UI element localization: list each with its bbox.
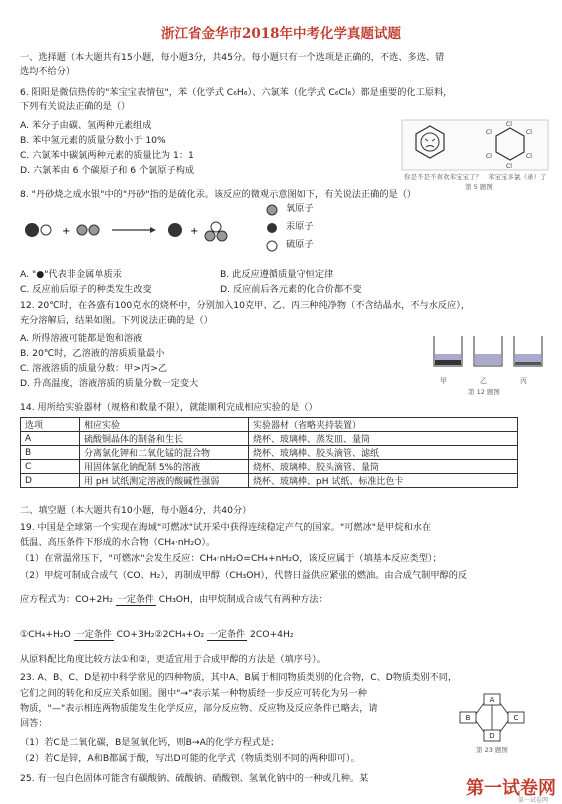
table-row xyxy=(21,460,518,474)
q8-option-c: C. 反应前后原子的种类发生改变 xyxy=(20,284,152,295)
q6-option-d: D. 六氯苯由 6 个碳原子和 6 个氯原子构成 xyxy=(20,165,195,176)
table-row xyxy=(21,446,518,460)
watermark-logo: 第一试卷网 xyxy=(466,778,556,799)
q23-line4: 回答： xyxy=(20,718,48,729)
table-cell: 用固体氯化钠配制 5%的溶液 xyxy=(80,460,249,474)
q19-line1: 19. 中国是全球第一个实现在海域"可燃冰"试开采中获得连续稳定产气的国家。"可燃冰"是甲烷和水在 xyxy=(20,522,432,533)
q12-beakers-figure xyxy=(428,332,548,372)
table-cell: B xyxy=(21,446,80,460)
table-cell: 烧杯、玻璃棒、pH 试纸、标准比色卡 xyxy=(249,474,518,488)
table-cell: 硫酸铜晶体的制备和生长 xyxy=(80,432,249,446)
eq-part2: CO+3H₂②2CH₄+O₂ xyxy=(116,629,205,640)
svg-text:Cl: Cl xyxy=(526,153,532,160)
q12-option-c: C. 溶液溶质的质量分数：甲>丙>乙 xyxy=(20,363,168,374)
section1-header: 一、选择题（本大题共有15小题，每小题3分，共45分。每小题只有一个选项是正确的，不选、多选、错 xyxy=(20,52,445,63)
section1-header-cont: 选均不给分） xyxy=(20,66,76,77)
table-cell: A xyxy=(21,432,80,446)
q19-equation-methanol xyxy=(20,594,328,606)
q12-stem: 12. 20℃时，在各盛有100克水的烧杯中，分别加入10克甲、乙、丙三种纯净物（不含结晶水，不与水反应）， xyxy=(20,300,471,311)
condition-label: 一定条件 xyxy=(209,630,246,640)
q23-line6: （2）若C是锌，A和B都属于酸，写出D可能的化学式（物质类别不同的两种即可）。 xyxy=(20,753,360,764)
page-title: 浙江省金华市2018年中考化学真题试题 xyxy=(160,26,402,42)
q19-line4: （2）甲烷可制成合成气（CO、H₂），再制成甲醇（CH₃OH），代替日益供应紧张的燃油。由合成气制甲醇的反 xyxy=(20,570,468,581)
q23-fig-label: 第 23 题图 xyxy=(476,746,508,754)
q23-line3: 物质，"—"表示相连两物质能发生化学反应，部分反应物、反应物及反应条件已略去，请 xyxy=(20,703,378,714)
q14-table xyxy=(20,417,518,488)
svg-text:Cl: Cl xyxy=(526,129,532,136)
q23-line5: （1）若C是二氧化碳，B是氢氧化钙，则B→A的化学方程式是； xyxy=(20,737,280,748)
q8-option-b: B. 此反应遵循质量守恒定律 xyxy=(220,269,334,280)
table-cell: 烧杯、玻璃棒、胶头滴管、量筒 xyxy=(249,460,518,474)
q6-option-a: A. 苯分子由碳、氢两种元素组成 xyxy=(20,120,152,131)
q12-beaker-label-jia: 甲 xyxy=(440,377,447,385)
q19-line7: 从原料配比角度比较方法①和②，更适宜用于合成甲醇的方法是（填序号）。 xyxy=(20,654,326,665)
q8-option-d: D. 反应前后各元素的化合价都不变 xyxy=(220,284,362,295)
q6-fig-caption-left: 你是不是不喜欢苯宝宝了？ xyxy=(404,173,482,181)
eq-part3: 2CO+4H₂ xyxy=(249,629,294,640)
svg-text:+: + xyxy=(62,226,71,237)
svg-text:Cl: Cl xyxy=(486,129,492,136)
eq-part1: ①CH₄+H₂O xyxy=(20,629,71,640)
table-cell: 烧杯、玻璃棒、胶头滴管、滤纸 xyxy=(249,446,518,460)
q12-option-d: D. 升高温度，溶液溶质的质量分数一定变大 xyxy=(20,378,199,389)
q23-relation-diagram xyxy=(458,692,528,744)
table-cell: 烧杯、玻璃棒、蒸发皿、量筒 xyxy=(249,432,518,446)
q8-legend-mercury: 汞原子 xyxy=(286,221,314,232)
q23-line1: 23. A、B、C、D是初中科学常见的四种物质，其中A、B属于相同物质类别的化合物，C、D物质类别不同， xyxy=(20,672,458,683)
q14-stem: 14. 用所给实验器材（规格和数量不限），就能顺利完成相应实验的是（） xyxy=(20,402,318,413)
section2-header: 二、填空题（本大题共有10小题，每小题4分，共40分） xyxy=(20,505,252,516)
svg-text:Cl: Cl xyxy=(506,163,512,170)
q8-reaction-diagram xyxy=(20,205,380,255)
table-cell: D xyxy=(21,474,80,488)
condition-arrow xyxy=(74,630,114,641)
q12-beaker-label-yi: 乙 xyxy=(480,377,487,385)
q8-option-a: A. "●"代表非金属单质汞 xyxy=(20,269,122,280)
table-cell: 用 pH 试纸测定溶液的酸碱性强弱 xyxy=(80,474,249,488)
q12-stem-cont: 充分溶解后，结果如图。下列说法正确的是（） xyxy=(20,315,213,326)
q6-figure xyxy=(400,118,550,180)
condition-arrow xyxy=(116,595,156,606)
q23-node-b: B xyxy=(465,714,471,722)
q6-option-b: B. 苯中氢元素的质量分数小于 10% xyxy=(20,135,166,146)
q12-option-b: B. 20℃时，乙溶液的溶质质量最小 xyxy=(20,348,165,359)
svg-text:Cl: Cl xyxy=(486,153,492,160)
condition-arrow xyxy=(207,630,247,641)
q25-line1: 25. 有一包白色固体可能含有碳酸钠、硫酸钠、硝酸钡、氢氧化钠中的一种或几种。某 xyxy=(20,773,369,784)
svg-text:+: + xyxy=(190,226,199,237)
table-header: 实验器材（省略夹持装置） xyxy=(249,418,518,432)
watermark-sub: 第一试卷网 xyxy=(517,797,548,804)
q8-legend-oxygen: 氧原子 xyxy=(286,203,314,214)
eq-left: 应方程式为：CO+2H₂ xyxy=(20,594,113,605)
table-header-row xyxy=(21,418,518,432)
q8-legend-markers xyxy=(262,202,282,254)
q12-beaker-label-bing: 丙 xyxy=(520,377,527,385)
q6-option-c: C. 六氯苯中碳氯两种元素的质量比为 1：1 xyxy=(20,150,194,161)
q6-stem: 6. 阳阳是微信热传的"苯宝宝表情包"，苯（化学式 C₆H₆）、六氯苯（化学式 C₆Cl₆）都是重要的化工原料， xyxy=(20,87,453,98)
q8-stem: 8. "丹砂烧之成水银"中的"丹砂"指的是硫化汞。该反应的微观示意图如下，有关说法正确的是（） xyxy=(20,189,417,200)
table-cell: C xyxy=(21,460,80,474)
svg-text:Cl: Cl xyxy=(506,121,512,128)
table-header: 选项 xyxy=(21,418,80,432)
table-row xyxy=(21,432,518,446)
condition-label: 一定条件 xyxy=(117,595,154,605)
table-header: 相应实验 xyxy=(80,418,249,432)
q23-node-c: C xyxy=(513,714,519,722)
q19-line3: （1）在常温常压下，"可燃冰"会发生反应：CH₄·nH₂O=CH₄+nH₂O，该反应属于（填基本反应类型）； xyxy=(20,553,442,564)
q23-node-d: D xyxy=(489,732,495,740)
q23-line2: 它们之间的转化和反应关系如图。图中"→"表示某一种物质经一步反应可转化为另一种 xyxy=(20,688,367,699)
q6-fig-label: 第 5 题图 xyxy=(465,183,493,191)
condition-label: 一定条件 xyxy=(75,630,112,640)
q23-node-a: A xyxy=(489,696,495,704)
table-row xyxy=(21,474,518,488)
q6-stem-cont: 下列有关说法正确的是（） xyxy=(20,101,131,112)
q12-fig-label: 第 12 题图 xyxy=(468,388,500,396)
eq-right: CH₃OH，由甲烷制成合成气有两种方法： xyxy=(158,594,328,605)
q8-legend-sulfur: 硫原子 xyxy=(286,239,314,250)
q12-option-a: A. 所得溶液可能都是饱和溶液 xyxy=(20,333,143,344)
q19-equation-methods xyxy=(20,629,294,641)
q6-fig-caption-right: 苯宝宝多氯（录）了 xyxy=(488,173,547,181)
q19-line2: 低温、高压条件下形成的水合物（CH₄·nH₂O）。 xyxy=(20,537,216,548)
table-cell: 分离氯化钾和二氧化锰的混合物 xyxy=(80,446,249,460)
